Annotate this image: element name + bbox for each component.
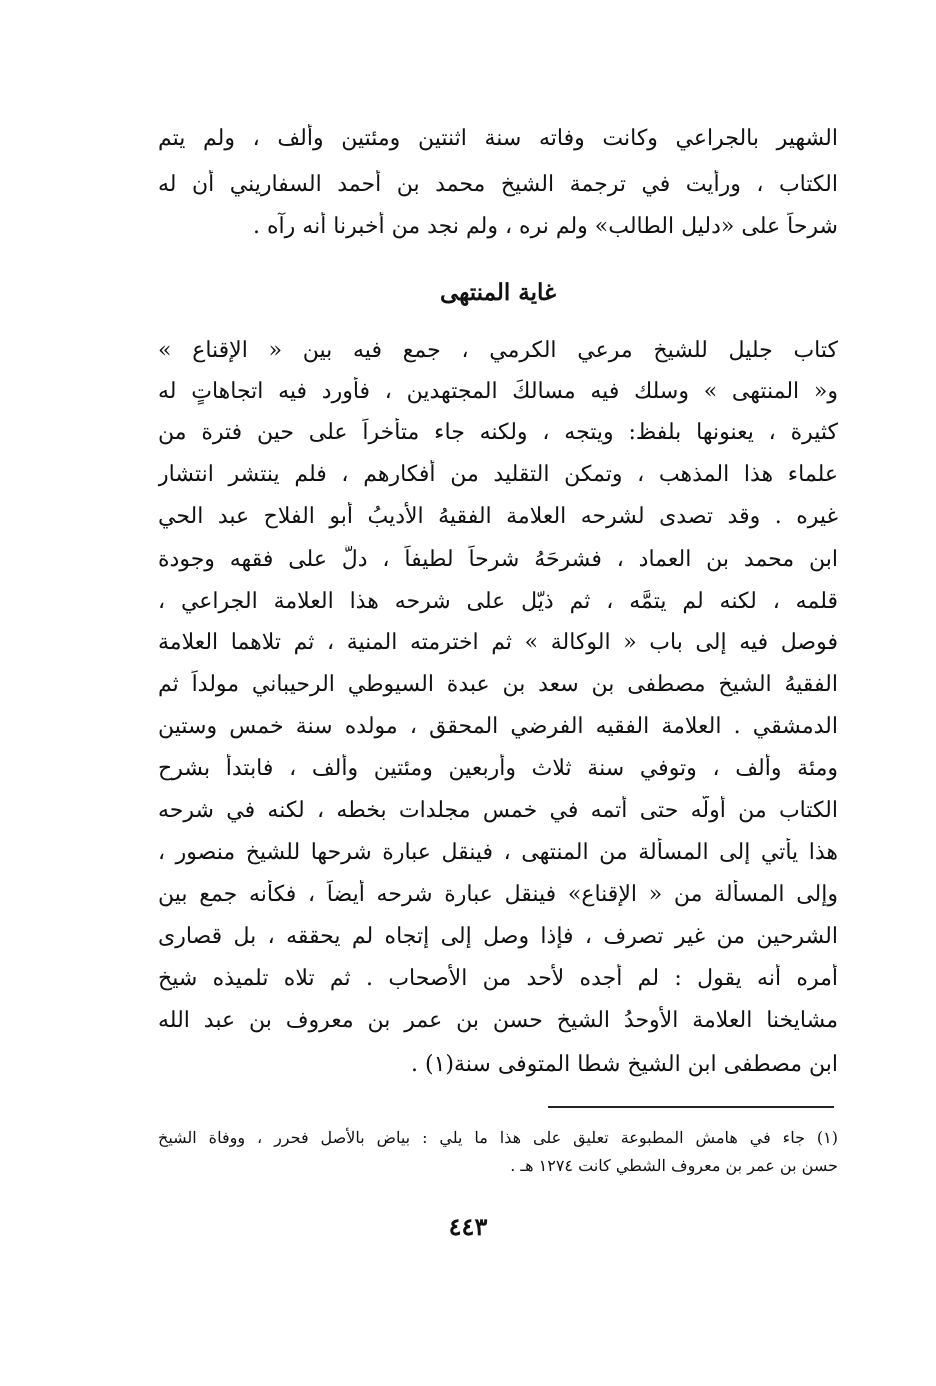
body-line: كثيرة ، يعنونها بلفظ: ويتجه ، ولكنه جاء متأخراً على حين فترة من xyxy=(158,420,838,445)
page-number: ٤٤٣ xyxy=(448,1212,488,1241)
body-line: علماء هذا المذهب ، وتمكن التقليد من أفكارهم ، فلم ينتشر انتشار xyxy=(158,462,838,487)
intro-line: الشهير بالجراعي وكانت وفاته سنة اثنتين ومئتين وألف ، ولم يتم xyxy=(158,126,838,151)
section-heading: غاية المنتهى xyxy=(439,279,557,306)
footnote-divider xyxy=(548,1106,834,1108)
body-line: قلمه ، لكنه لم يتمَّه ، ثم ذيّل على شرحه هذا العلامة الجراعي ، xyxy=(158,589,838,614)
body-line: وإلى المسألة من « الإقناع» فينقل عبارة شرحه أيضاً ، فكأنه جمع بين xyxy=(158,882,838,907)
body-line: كتاب جليل للشيخ مرعي الكرمي ، جمع فيه بين « الإقناع » xyxy=(158,338,838,363)
body-line: الفقيهُ الشيخ مصطفى بن سعد بن عبدة السيوطي الرحيباني مولداً ثم xyxy=(158,672,838,697)
footnote-line: حسن بن عمر بن معروف الشطي كانت ١٢٧٤ هـ . xyxy=(510,1156,838,1175)
footnote-line: (١) جاء في هامش المطبوعة تعليق على هذا ما يلي : بياض بالأصل فحرر ، ووفاة الشيخ xyxy=(158,1128,838,1147)
intro-line: شرحاً على «دليل الطالب» ولم نره ، ولم نجد من أخبرنا أنه رآه . xyxy=(253,214,838,239)
body-line: غيره . وقد تصدى لشرحه العلامة الفقيهُ الأديبُ أبو الفلاح عبد الحي xyxy=(158,504,838,529)
body-line: و« المنتهى » وسلك فيه مسالكَ المجتهدين ، فأورد فيه اتجاهاتٍ له xyxy=(158,379,838,404)
body-line: ابن محمد بن العماد ، فشرحَهُ شرحاً لطيفاً ، دلَّ على فقهه وجودة xyxy=(158,547,838,572)
body-line: أمره أنه يقول : لم أجده لأحد من الأصحاب . ثم تلاه تلميذه شيخ xyxy=(158,966,838,991)
body-line: فوصل فيه إلى باب « الوكالة » ثم اخترمته المنية ، ثم تلاهما العلامة xyxy=(158,630,838,655)
body-line: هذا يأتي إلى المسألة من المنتهى ، فينقل عبارة شرحها للشيخ منصور ، xyxy=(158,840,838,865)
intro-line: الكتاب ، ورأيت في ترجمة الشيخ محمد بن أحمد السفاريني أن له xyxy=(158,172,838,197)
body-line: مشايخنا العلامة الأوحدُ الشيخ حسن بن عمر بن معروف بن عبد الله xyxy=(158,1008,838,1033)
body-line: ومئة وألف ، وتوفي سنة ثلاث وأربعين ومئتين وألف ، فابتدأ بشرح xyxy=(158,756,838,781)
body-line: الكتاب من أولّه حتى أتمه في خمس مجلدات بخطه ، لكنه في شرحه xyxy=(158,798,838,823)
body-line: الشرحين من غير تصرف ، فإذا وصل إلى إتجاه لم يحققه ، بل قصارى xyxy=(158,924,838,949)
body-line: ابن مصطفى ابن الشيخ شطا المتوفى سنة(١) . xyxy=(410,1052,838,1077)
body-line: الدمشقي . العلامة الفقيه الفرضي المحقق ، مولده سنة خمس وستين xyxy=(158,714,838,739)
